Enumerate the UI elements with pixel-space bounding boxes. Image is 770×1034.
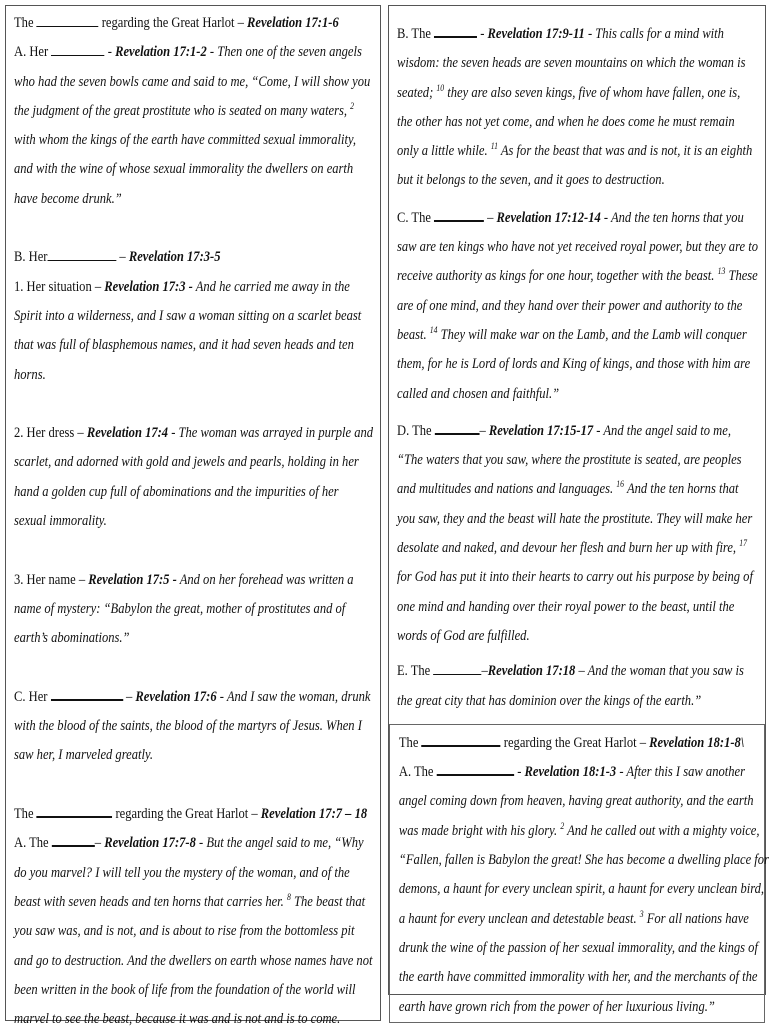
separator: - — [104, 44, 116, 61]
scripture-text: for God has put it into their hearts to carry out his purpose by being of one mind and handing over their royal power to the beast, until the words of God are fulfilled. — [397, 569, 753, 644]
scripture-text: These are of one mind, and they hand over their power and authority to the beast. — [397, 268, 758, 343]
point-rb — [397, 20, 758, 196]
point-label: B. The — [397, 26, 431, 42]
point-label: C. Her — [14, 688, 48, 705]
point-a — [14, 38, 373, 214]
scripture-text: - But the angel said to me, “Why do you marvel? I will tell you the mystery of the woman, and of the beast with seven heads and ten horns that carries her. — [14, 835, 364, 910]
left-column — [5, 5, 381, 1028]
fill-blank[interactable] — [437, 762, 514, 776]
fill-blank[interactable] — [52, 833, 95, 847]
scripture-text: And he called out with a mighty voice, “Fallen, fallen is Babylon the great! She has become a dwelling place for demons, a haunt for every unclean spirit, a haunt for every unclean bird, a haunt for every unclean and detestable beast. — [398, 822, 769, 927]
verse-number: 16 — [616, 479, 625, 490]
fill-blank[interactable] — [433, 662, 481, 675]
point-label: C. The — [397, 209, 431, 226]
verse-number: 17 — [739, 538, 747, 549]
fill-blank[interactable] — [434, 24, 477, 38]
section-heading-3 — [392, 729, 770, 758]
separator: – — [122, 688, 136, 705]
point-re — [397, 657, 758, 716]
scripture-reference: Revelation 17:3-5 — [128, 249, 221, 266]
heading-text: The — [398, 734, 419, 751]
separator: - — [514, 764, 525, 781]
separator: – — [116, 249, 129, 266]
heading-text: The — [14, 806, 34, 823]
separator: – — [481, 663, 488, 680]
scripture-text: And the ten horns that you saw, they and the beast will hate the prostitute. They will make her desolate and naked, and devour her flesh and burn her up with fire, — [397, 481, 753, 557]
point-label: B. Her — [14, 249, 48, 266]
separator: – — [483, 209, 497, 226]
scripture-text: And he carried me away in the Spirit into a wilderness, and I saw a woman sitting on a scarlet beast that was full of blasphemous names, and it had seven heads and ten horns. — [14, 278, 362, 383]
scripture-text: - After this I saw another angel coming down from heaven, having great authority, and the earth was made bright with his glory. — [398, 764, 754, 839]
verse-number: 2 — [350, 101, 355, 112]
scripture-text: - The woman was arrayed in purple and scarlet, and adorned with gold and jewels and pearls, holding in her hand a golden cup full of abominations and the impurities of her sexual immorality. — [14, 425, 374, 530]
scripture-reference: Revelation 17:5 - — [88, 571, 177, 588]
point-c — [14, 683, 373, 771]
scripture-reference: Revelation 17:7 – 18 — [260, 806, 368, 823]
fill-blank[interactable] — [37, 14, 99, 27]
heading-text: regarding the Great Harlot – — [500, 734, 650, 751]
scripture-text: – And the woman that you saw is the great city that has dominion over the kings of the earth.” — [397, 663, 744, 709]
fill-blank[interactable] — [51, 687, 123, 701]
point-label: A. Her — [14, 44, 49, 61]
scripture-reference: Revelation 18:1-3 — [524, 764, 617, 781]
scripture-text: For all nations have drunk the wine of the passion of her sexual immorality, and the kings of the earth have committed immorality with her, and the merchants of the earth have grown rich from the power of her luxurious living.” — [398, 910, 758, 1015]
verse-number: 8 — [286, 892, 291, 903]
scripture-reference: Revelation 17:15-17 — [488, 422, 594, 439]
right-column — [388, 5, 769, 1015]
scripture-reference: Revelation 17:1-2 — [115, 44, 207, 61]
point-2a — [14, 829, 373, 1034]
heading-text: The — [14, 15, 34, 31]
scripture-reference: Revelation 17:7-8 — [104, 835, 196, 852]
scripture-text: As for the beast that was and is not, it is an eighth but it belongs to the seven, and it goes to destruction. — [397, 143, 753, 189]
scripture-text: - And I saw the woman, drunk with the blood of the saints, the blood of the martyrs of Jesus. When I saw her, I marveled greatly. — [14, 688, 371, 764]
scripture-reference: Revelation 17:1-6 — [247, 15, 339, 31]
point-label: A. The — [398, 764, 434, 781]
scripture-text: They will make war on the Lamb, and the Lamb will conquer them, for he is Lord of lords and King of kings, and those with him are called and chosen and faithful.” — [397, 326, 751, 402]
scripture-reference: Revelation 17:18 — [487, 663, 576, 680]
point-label: 2. Her dress – — [14, 425, 87, 442]
section-heading-2 — [14, 800, 373, 829]
point-label: E. The — [397, 663, 431, 680]
point-3a — [392, 758, 770, 1022]
scripture-text: with whom the kings of the earth have committed sexual immorality, and with the wine of whose sexual immorality the dwellers on earth have become drunk.” — [14, 132, 356, 207]
point-label: A. The — [14, 835, 49, 852]
fill-blank[interactable] — [434, 208, 484, 222]
section-heading-1 — [14, 9, 373, 38]
verse-number: 11 — [490, 141, 498, 152]
fill-blank[interactable] — [422, 733, 501, 747]
scripture-reference: Revelation 18:1-8\ — [649, 734, 745, 751]
separator: - — [477, 26, 488, 42]
separator: – — [479, 422, 489, 439]
point-label: 1. Her situation – — [14, 278, 105, 295]
point-b3 — [14, 566, 373, 654]
verse-number: 2 — [560, 820, 565, 831]
scripture-reference: Revelation 17:12-14 — [496, 209, 601, 226]
scripture-text: - This calls for a mind with wisdom: the seven heads are seven mountains on which the woman is seated; — [397, 26, 746, 101]
scripture-reference: Revelation 17:6 — [135, 688, 217, 705]
scripture-text: - And the ten horns that you saw are ten kings who have not yet received royal power, but they are to receive authority as kings for one hour, together with the beast. — [397, 209, 758, 285]
heading-text: regarding the Great Harlot – — [112, 806, 261, 823]
point-b1 — [14, 273, 373, 390]
point-b2 — [14, 419, 373, 536]
fill-blank[interactable] — [435, 421, 480, 435]
scripture-reference: Revelation 17:4 — [86, 425, 169, 442]
scripture-reference: Revelation 17:3 - — [104, 278, 193, 295]
point-label: 3. Her name – — [14, 571, 89, 588]
fill-blank[interactable] — [47, 248, 116, 261]
point-rd — [397, 417, 758, 651]
scripture-reference: Revelation 17:9-11 — [487, 26, 585, 42]
scripture-text: And on her forehead was written a name of mystery: “Babylon the great, mother of prostitutes and of earth’s abominations.” — [14, 571, 354, 647]
point-label: D. The — [397, 422, 432, 439]
separator: – — [94, 835, 105, 852]
heading-text: regarding the Great Harlot – — [98, 15, 248, 31]
scripture-text: The beast that you saw was, and is not, and is about to rise from the bottomless pit and go to destruction. And the dwellers on earth whose names have not been written in the book of life from the foundation of the world will marvel to see the beast, because it was and is not and is to come. — [14, 893, 373, 1028]
verse-number: 14 — [429, 325, 438, 336]
fill-blank[interactable] — [51, 43, 104, 56]
scripture-text: - Then one of the seven angels who had the seven bowls came and said to me, “Come, I will show you the judgment of the great prostitute who is seated on many waters, — [14, 44, 371, 119]
point-rc — [397, 204, 758, 409]
scripture-text: they are also seven kings, five of whom have fallen, one is, the other has not yet come, and when he does come he must remain only a little while. — [397, 84, 741, 160]
section-box-3 — [389, 724, 769, 1023]
fill-blank[interactable] — [37, 804, 113, 818]
point-b — [14, 243, 373, 272]
scripture-text: - And the angel said to me, “The waters that you saw, where the prostitute is seated, are peoples and multitudes and nations and languages. — [397, 422, 742, 498]
verse-number: 13 — [717, 266, 726, 277]
verse-number: 10 — [436, 82, 445, 93]
verse-number: 3 — [639, 908, 644, 919]
